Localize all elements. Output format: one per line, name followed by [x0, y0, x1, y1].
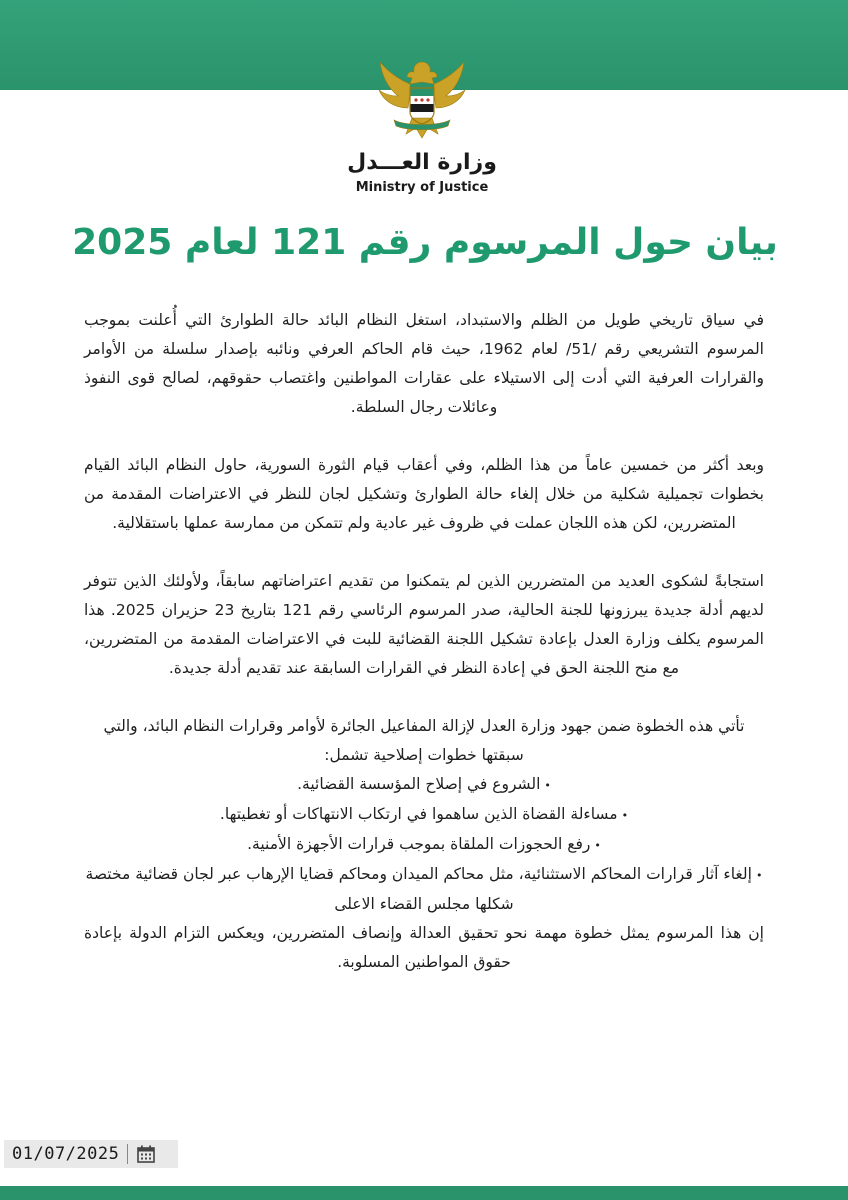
publication-date: 01/07/2025 [12, 1144, 120, 1164]
eagle-emblem-icon [376, 54, 468, 142]
ministry-name-arabic: وزارة العـــدل [347, 150, 497, 175]
date-badge [4, 1140, 178, 1168]
calendar-icon [136, 1144, 156, 1164]
conclusion-paragraph: إن هذا المرسوم يمثل خطوة مهمة نحو تحقيق العدالة وإنصاف المتضررين، ويعكس التزام الدولة بإعادة حقوق المواطنين المسلوبة. [84, 924, 764, 971]
paragraph-2: وبعد أكثر من خمسين عاماً من هذا الظلم، وفي أعقاب قيام الثورة السورية، حاول النظام البائد القيام بخطوات تجميلية شكلية من خلال إلغاء حالة الطوارئ وتشكيل لجان للنظر في الاعتراضات المقدمة من المتضررين، لكن هذه اللجان عملت في ظروف غير عادية ولم تتمكن من ممارسة عملها باستقلالية. [84, 456, 764, 532]
reform-steps-list [84, 770, 764, 919]
list-item: •رفع الحجوزات الملقاة بموجب قرارات الأجهزة الأمنية. [247, 835, 601, 853]
bottom-green-band [0, 1186, 848, 1200]
bullet-icon: • [621, 809, 629, 822]
bullet-icon: • [594, 839, 601, 852]
paragraph-1: في سياق تاريخي طويل من الظلم والاستبداد، استغل النظام البائد حالة الطوارئ التي أُعلنت بموجب المرسوم التشريعي رقم /51/ لعام 1962، حيث قام الحاكم العرفي ونائبه بإصدار سلسلة من الأوامر والقرارات العرفية التي أدت إلى الاستيلاء على عقارات المواطنين واغتصاب حقوقهم، لصالح قوى النفوذ وعائلات رجال السلطة. [84, 311, 764, 416]
date-divider [127, 1144, 128, 1164]
statement-body [84, 306, 764, 977]
bullet-icon: • [755, 869, 763, 882]
statement-title: بيان حول المرسوم رقم 121 لعام 2025 [72, 222, 778, 263]
list-item: •الشروع في إصلاح المؤسسة القضائية. [297, 775, 551, 793]
list-item: •مساءلة القضاة الذين ساهموا في ارتكاب الانتهاكات أو تغطيتها. [219, 805, 629, 823]
bullet-icon: • [544, 779, 551, 792]
list-item: •إلغاء آثار قرارات المحاكم الاستثنائية، مثل محاكم الميدان ومحاكم قضايا الإرهاب عبر لجان قضائية مختصة شكلها مجلس القضاء الاعلى [85, 865, 763, 913]
ministry-name-english: Ministry of Justice [355, 180, 489, 195]
steps-intro: تأتي هذه الخطوة ضمن جهود وزارة العدل لإزالة المفاعيل الجائرة لأوامر وقرارات النظام البائد، والتي سبقتها خطوات إصلاحية تشمل: [103, 717, 745, 764]
paragraph-3: استجابةً لشكوى العديد من المتضررين الذين لم يتمكنوا من تقديم اعتراضاتهم سابقاً، ولأولئك الذين تتوفر لديهم أدلة جديدة يبرزونها للجنة الحالية، صدر المرسوم الرئاسي رقم 121 بتاريخ 23 حزيران 2025. هذا المرسوم يكلف وزارة العدل بإعادة تشكيل اللجنة القضائية للبت في الاعتراضات المقدمة من المتضررين، مع منح اللجنة الحق في إعادة النظر في القرارات السابقة عند تقديم أدلة جديدة. [84, 572, 764, 677]
